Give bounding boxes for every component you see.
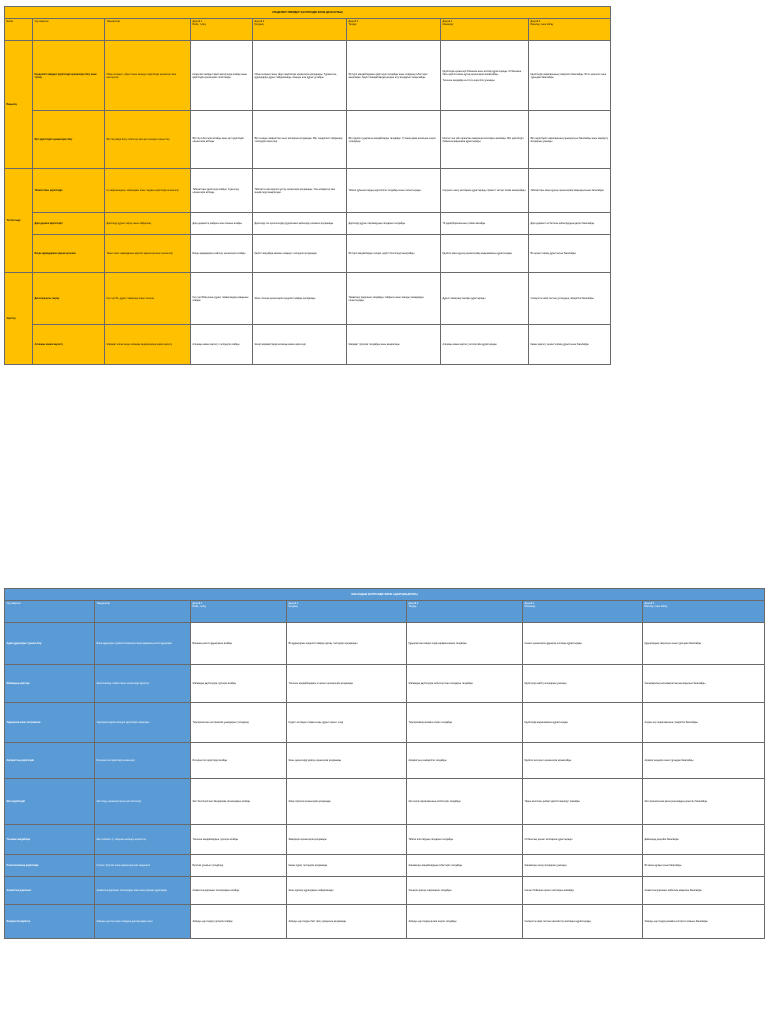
- level-4-cell: Алғашқы көмек көрсету алгоритмін құрастырады: [441, 325, 529, 365]
- level-1-cell: Жаһандық қауіптердің түрлерін атайды: [191, 665, 287, 703]
- learning-goal: Ақпараттық қауіпсіздік: [5, 743, 95, 779]
- level-5-cell: Дайындық деңгейін бағалайды: [643, 825, 765, 855]
- topic: Жер сілкінісі, су тасқыны кезіндегі әрекеттер: [95, 825, 191, 855]
- column-header: Тақырыптар: [105, 19, 191, 41]
- learning-goal: Денсаулықты сақтау: [33, 273, 105, 325]
- topic: Жарақат алған кезде алғашқы медициналық көмек көрсету: [105, 325, 191, 365]
- level-3-cell: Жаһандық қауіптердің себептері мен салдарын талдайды: [407, 665, 523, 703]
- level-1-cell: Күн тәртібінің және дұрыс тамақтанудың маңызын атайды: [191, 273, 253, 325]
- column-header: Деңгей 3 Талдау: [347, 19, 441, 41]
- table-row: [5, 743, 765, 779]
- level-5-cell: Дәрі-дәрмекті өз бетінше қабылдаудың қаупін бағалайды: [529, 213, 611, 235]
- level-2-cell: Өрт кезінде ғимараттан шығу жоспарын қолданады. Өрт сөндіргішті пайдалану тәсілдерін көрсетеді.: [253, 111, 347, 169]
- column-header: Бөлім: [5, 19, 33, 41]
- table-row: [5, 779, 765, 825]
- learning-goal: Табиғаттағы қауіпсіздік: [33, 169, 105, 213]
- section-label: Зерттеу: [5, 273, 33, 365]
- level-1-cell: Баланың негізгі құқықтарын атайды: [191, 623, 287, 665]
- learning-goal: Жаһандық қауіптер: [5, 665, 95, 703]
- level-2-cell: Қауіпті жағдайда көмекке шақыру тәсілдерін қолданады: [253, 235, 347, 273]
- topic: Стресс, буллинг және қарым-қатынас мәдениеті: [95, 855, 191, 877]
- learning-goal: Күнделікті өмірдегі қауіпсіздік ережелерін білу және түсіну: [33, 41, 105, 111]
- level-1-cell: Өрттің себептерін атайды және өрт қауіпсіздігі ережелерін айтады: [191, 111, 253, 169]
- learning-goal: Өрт қауіпсіздігі ережелерін білу: [33, 111, 105, 169]
- learning-goal: Дәрі-дәрмек қауіпсіздігі: [33, 213, 105, 235]
- table-1: [4, 6, 611, 365]
- level-2-cell: Өз құқықтарын күнделікті өмірде қорғау тәсілдерін қолданады: [287, 623, 407, 665]
- topic: Ойын кезіндегі, үйдегі және көшедегі қауіпсіздік ережелері мен шектеулер: [105, 41, 191, 111]
- learning-goal: Әлеуметтік қауіптер: [5, 905, 95, 939]
- level-2-cell: Көмек сұрау тәсілдерін қолданады: [287, 855, 407, 877]
- level-3-cell: Құқықтар мен міндеттердің арақатынасын талдайды: [407, 623, 523, 665]
- column-header: Деңгей 4 Жинақтау: [441, 19, 529, 41]
- level-5-cell: Жол қозғалысына қатысушылардың әрекетін бағалайды: [643, 779, 765, 825]
- level-4-cell: Отбасылық әрекет жоспарын құрастырады: [523, 825, 643, 855]
- level-1-cell: Зиянды әдеттердің түрлерін атайды: [191, 905, 287, 939]
- level-1-cell: Интернеттегі қауіптерді атайды: [191, 743, 287, 779]
- learning-goal: Терроризм және экстремизм: [5, 703, 95, 743]
- table-2-header-row: [5, 601, 765, 623]
- table-row: [5, 665, 765, 703]
- level-3-cell: Жанжалды жағдайлардың себептерін талдайды: [407, 855, 523, 877]
- topic: Азаматтық қорғаныс сигналдары және жеке қорғану құралдары: [95, 877, 191, 905]
- learning-goal: Жол қауіпсіздігі: [5, 779, 95, 825]
- topic: Интернеттегі қауіпсіздік ережелері: [95, 743, 191, 779]
- level-2-cell: Күдікті заттарды тапқан кезде дұрыс әрекет етеді: [287, 703, 407, 743]
- level-2-cell: Жеке гигиена ережелерін күнделікті өмірде қолданады: [253, 273, 347, 325]
- learning-goal: Алғашқы көмек көрсету: [33, 325, 105, 365]
- level-3-cell: Жарақат түрлерін талдайды және ажыратады: [347, 325, 441, 365]
- level-2-cell: Ойын кезіндегі және үйдегі қауіпсіздік ережелерін қолданады. Тұрмыстық құралдарды дұрыс пайдаланады. Көшеде өзін дұрыс ұстайды.: [253, 41, 347, 111]
- table-row: [5, 877, 765, 905]
- level-5-cell: Азаматтық қорғаныс жүйесінің маңызын бағалайды: [643, 877, 765, 905]
- level-5-cell: Салауатты өмір салтын ұстанудың тиімділігін бағалайды: [529, 273, 611, 325]
- level-1-cell: Буллинг ұғымын түсіндіреді: [191, 855, 287, 877]
- level-3-cell: Табиғи құбылыстардың қауіптілігін талдайды және салыстырады.: [347, 169, 441, 213]
- level-4-cell: Жанжалды шешу жолдарын ұсынады: [523, 855, 643, 877]
- level-2-cell: Төтенше жағдайлардағы іс-әрекет ережелерін қолданады: [287, 665, 407, 703]
- table-2: [4, 588, 765, 939]
- level-4-cell: Үйден мектепке дейінгі қауіпсіз маршрут жасайды: [523, 779, 643, 825]
- level-5-cell: Өз мінез-құлқын сыни бағалайды: [643, 855, 765, 877]
- column-header: Деңгей 2 Қолдану: [287, 601, 407, 623]
- level-2-cell: Жеке деректерді қорғау ережелерін қолданады: [287, 743, 407, 779]
- table-row: [5, 235, 611, 273]
- topic: Өрттің пайда болу себептері мен өрт кезіндегі әрекеттер: [105, 111, 191, 169]
- level-2-cell: Зиянды әдеттерден бас тарту дағдысын қолданады: [287, 905, 407, 939]
- level-4-cell: Салауатты өмір салтын насихаттау жоспарын құрастырады: [523, 905, 643, 939]
- level-2-cell: Эвакуация ережелерін қолданады: [287, 825, 407, 855]
- level-4-cell: Дұрыс тамақтану мәзірін құрастырады: [441, 273, 529, 325]
- column-header: Деңгей 3 Талдау: [407, 601, 523, 623]
- column-header: Оқу мақсаты: [5, 601, 95, 623]
- section-label: Топтастыру: [5, 169, 33, 273]
- learning-goal: Психологиялық қауіпсіздік: [5, 855, 95, 877]
- level-3-cell: Дәрілерді дұрыс сақтамаудың салдарын талдайды: [347, 213, 441, 235]
- table-row: [5, 825, 765, 855]
- column-header: Деңгей 1 Білім, түсіну: [191, 19, 253, 41]
- level-1-cell: Азаматтық қорғаныс сигналдарын атайды: [191, 877, 287, 905]
- level-4-cell: Қауіпсіз интернет ережелерін жинақтайды: [523, 743, 643, 779]
- level-1-cell: Дәрі-дәрмектің пайдасы мен зиянын атайды: [191, 213, 253, 235]
- level-4-cell: Қауіптерді азайту жолдарын ұсынады: [523, 665, 643, 703]
- topic: Таныс емес адамдармен қауіпсіз қарым-қатынас ережелері: [105, 235, 191, 273]
- section-label: Бақылау: [5, 41, 33, 169]
- topic: Зиянды әдеттер және олардың денсаулыққа әсері: [95, 905, 191, 939]
- level-4-cell: Қауіпсіз мінез-құлық ережелерінің жадынамасын құрастырады: [441, 235, 529, 273]
- level-5-cell: Зиянды әдеттердің қоғамға келтіретін зиянын бағалайды: [643, 905, 765, 939]
- level-5-cell: Өз әрекеттерінің дұрыстығын бағалайды: [529, 235, 611, 273]
- table-row: [5, 325, 611, 365]
- level-1-cell: Табиғаттағы қауіптерді атайды. Суда жүзу ережелерін айтады.: [191, 169, 253, 213]
- level-4-cell: Үй дәріқобдишасының тізімін жасайды: [441, 213, 529, 235]
- topic: Терроризм қауіпі кезіндегі қауіпсіздік шаралары: [95, 703, 191, 743]
- column-header: Тақырыптар: [95, 601, 191, 623]
- level-1-cell: Төтенше жағдайлардың түрлерін атайды: [191, 825, 287, 855]
- table-1-header-row: [5, 19, 611, 41]
- level-3-cell: Тамақтану рационын талдайды, пайдалы және зиянды тағамдарды салыстырады: [347, 273, 441, 325]
- level-4-cell: Серуенге шығу жоспарын құрастырады. Қажетті заттар тізімін жинақтайды.: [441, 169, 529, 213]
- learning-goal: Адам құқықтары туралы білу: [5, 623, 95, 665]
- level-3-cell: Өрт қауіпін тудыратын жағдайларды талдайды. Түтіннің адам ағзасына әсерін түсіндіреді.: [347, 111, 441, 169]
- table-1-title: КҮНДЕЛІКТІ ӨМІРДЕГІ ҚАУІПСІЗДІК ЖӘНЕ ДЕНСАУЛЫҚ: [5, 7, 611, 19]
- table-row: [5, 273, 611, 325]
- level-5-cell: Көмек көрсету әрекеттерінің дұрыстығын бағалайды: [529, 325, 611, 365]
- column-header: Деңгей 2 Қолдану: [253, 19, 347, 41]
- level-3-cell: Халықты қорғау шараларын талдайды: [407, 877, 523, 905]
- level-3-cell: Жол-көлік оқиғаларының себептерін талдайды: [407, 779, 523, 825]
- level-2-cell: Жеңіл жарақаттарда алғашқы көмек көрсетеді: [253, 325, 347, 365]
- topic: Бала құқықтары туралы Конвенция және адамның негізгі құқықтары: [95, 623, 191, 665]
- column-header: Деңгей 1 Білім, түсіну: [191, 601, 287, 623]
- level-1-cell: Жол белгілері мен бағдаршам сигналдарын атайды: [191, 779, 287, 825]
- learning-goal: Бөгде адамдармен қарым-қатынас: [33, 235, 105, 273]
- level-2-cell: Табиғатта өзін қауіпсіз ұстау ережелерін қолданады. Улы өсімдіктер мен жәндіктерді ажыратады.: [253, 169, 347, 213]
- table-row: [5, 41, 611, 111]
- column-header: Деңгей 5 Бағалау, сыни ойлау: [643, 601, 765, 623]
- level-5-cell: Құқықтардың сақталуын сыни тұрғыдан бағалайды: [643, 623, 765, 665]
- level-1-cell: Терроризм мен экстремизм ұғымдарын түсіндіреді: [191, 703, 287, 743]
- level-5-cell: Алдын алу шараларының тиімділігін бағалайды: [643, 703, 765, 743]
- topic: Жол жүру ережелері және жол белгілері: [95, 779, 191, 825]
- level-4-cell: Сынып ережелерін құқықтар негізінде құрастырады: [523, 623, 643, 665]
- learning-goal: Төтенше жағдайлар: [5, 825, 95, 855]
- level-3-cell: Ақпараттың сенімділігін талдайды: [407, 743, 523, 779]
- level-1-cell: Күнделікті өмірдегі қауіп-қатерлерді атайды және қауіпсіздік ережелерін сипаттайды: [191, 41, 253, 111]
- table-row: [5, 111, 611, 169]
- level-5-cell: Өрт қауіпсіздігі шараларының орындалуын бағалайды және жақсарту жолдарын ұсынады.: [529, 111, 611, 169]
- topic: Дәрілерді дұрыс сақтау және пайдалану: [105, 213, 191, 235]
- table-row: [5, 905, 765, 939]
- level-3-cell: Табиғи апаттардың салдарын талдайды: [407, 825, 523, 855]
- level-3-cell: Терроризмнің қоғамға әсерін талдайды: [407, 703, 523, 743]
- level-2-cell: Жаяу жүргінші ережелерін қолданады: [287, 779, 407, 825]
- table-row: [5, 213, 611, 235]
- table-2-title: ЖАҺАНДЫҚ ҚАУІПСІЗДІК ЖӘНЕ АДАМ ҚҰҚЫҚТАРЫ: [5, 589, 765, 601]
- level-4-cell: Қауіпсіздік ережелері бойынша жеке жоспар құрастырады. Отбасымен бірге қауіпсіз мінез-құлық ережелерін жинақтайды. Төтенше жағдайда не істеу керектігін ұсынады.: [441, 41, 529, 111]
- topic: Экологиялық, табиғи және техногендік қауіптер: [95, 665, 191, 703]
- table-row: [5, 169, 611, 213]
- level-5-cell: Табиғаттағы мінез-құлық ережелерінің маңыздылығын бағалайды.: [529, 169, 611, 213]
- column-header: Деңгей 4 Жинақтау: [523, 601, 643, 623]
- column-header: Оқу мақсаты: [33, 19, 105, 41]
- level-4-cell: Сигнал бойынша әрекет жоспарын жасайды: [523, 877, 643, 905]
- level-2-cell: Дәрілерді тек ересектердің рұқсатымен қабылдау ережесін қолданады: [253, 213, 347, 235]
- level-4-cell: Қауіпсіздік жадынамасын құрастырады: [523, 703, 643, 743]
- level-3-cell: Әртүрлі жағдайлардағы қауіптерді талдайды және олардың себептерін анықтайды. Қауіпті жағдайлардың алдын алу жолдарын талқылайды.: [347, 41, 441, 111]
- level-3-cell: Зиянды әдеттердің ағзаға әсерін талдайды: [407, 905, 523, 939]
- topic: Күн тәртібі, дұрыс тамақтану және гигиена: [105, 273, 191, 325]
- level-5-cell: Қауіпсіздік шараларының тиімділігін бағалайды. Өз іс-әрекетін сыни тұрғыдан бағалайды.: [529, 41, 611, 111]
- column-header: Деңгей 5 Бағалау, сыни ойлау: [529, 19, 611, 41]
- level-3-cell: Әртүрлі жағдайларды талдап, қауіпті белгілерді анықтайды: [347, 235, 441, 273]
- level-2-cell: Жеке қорғану құралдарын пайдаланады: [287, 877, 407, 905]
- learning-goal: Азаматтық қорғаныс: [5, 877, 95, 905]
- level-4-cell: Мектеп пен үйге арналған эвакуация жоспарын жасайды. Өрт қауіпсіздігі бойынша жадынама құрастырады.: [441, 111, 529, 169]
- topic: Су айдынындағы, ормандағы және таудағы қауіпсіздік ережелері: [105, 169, 191, 213]
- level-1-cell: Бөгде адамдармен сөйлесу ережелерін атайды: [191, 235, 253, 273]
- level-5-cell: Ақпарат көздерін сыни тұрғыдан бағалайды: [643, 743, 765, 779]
- table-row: [5, 855, 765, 877]
- table-row: [5, 623, 765, 665]
- level-5-cell: Халықаралық ынтымақтастықтың маңызын бағалайды: [643, 665, 765, 703]
- table-row: [5, 703, 765, 743]
- level-1-cell: Алғашқы көмек көрсету тәсілдерін атайды: [191, 325, 253, 365]
